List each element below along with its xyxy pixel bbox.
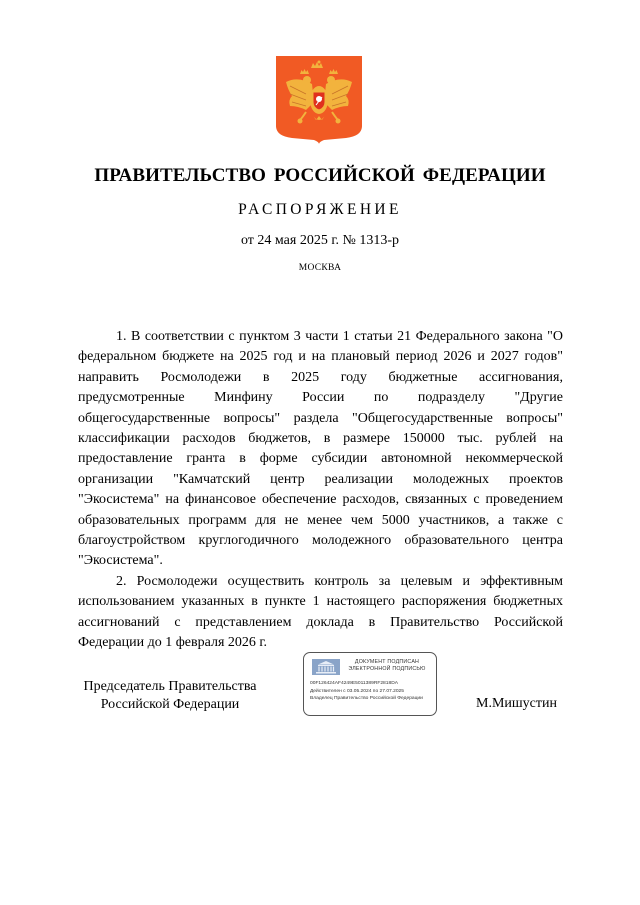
coat-of-arms-russia-icon [276, 56, 362, 144]
document-city: МОСКВА [298, 263, 342, 273]
signatory-position-line-2: Российской Федерации [100, 697, 240, 712]
signatory-name: М.Мишустин [476, 696, 557, 711]
paragraph-1: 1. В соответствии с пунктом 3 части 1 статьи 21 Федерального закона "О федеральном бюджете на 2025 год и на плановый период 2026 и 2027 годов" направить Росмолодежи в 2025 году бюджетные ассигнования, предусмотренные Минфину России по подразделу "Другие общегосударственные вопросы" раздела "Общегосударственные вопросы" классификации расходов бюджетов, в размере 150000 тыс. рублей на предоставление гранта в форме субсидии автономной некоммерческой организации "Камчатский центр реализации молодежных проектов "Экосистема" на финансовое обеспечение расходов, связанных с проведением образовательных программ для не менее чем 5000 участников, а также с благоустройством круглогодичного молодежного образовательного центра "Экосистема". [78, 329, 563, 569]
electronic-signature-stamp [303, 652, 437, 716]
signatory-position-line-1: Председатель Правительства [83, 679, 257, 694]
stamp-owner: Владелец Правительство Российской Федерации [310, 696, 423, 701]
stamp-title-line-2: ЭЛЕКТРОННОЙ ПОДПИСЬЮ [348, 665, 426, 672]
government-title: ПРАВИТЕЛЬСТВО РОССИЙСКОЙ ФЕДЕРАЦИИ [94, 165, 546, 186]
stamp-title [340, 659, 434, 672]
stamp-title-line-1: ДОКУМЕНТ ПОДПИСАН [354, 659, 420, 665]
stamp-validity: Действителен с 03.05.2024 по 27.07.2025 [310, 689, 404, 694]
document-type: РАСПОРЯЖЕНИЕ [238, 201, 402, 218]
signatory-position [60, 678, 280, 714]
document-date-number: от 24 мая 2025 г. № 1313-р [240, 233, 400, 248]
document-body [78, 327, 563, 654]
paragraph-2: 2. Росмолодежи осуществить контроль за целевым и эффективным использованием указанных в пункте 1 настоящего распоряжения бюджетных ассигнований с представлением доклада в Правительство Российской Федерации до 1 февраля 2026 г. [78, 573, 563, 651]
stamp-certificate: 00F126424AF4249E5011389RF2818DA [310, 681, 399, 686]
government-building-icon [312, 659, 340, 675]
